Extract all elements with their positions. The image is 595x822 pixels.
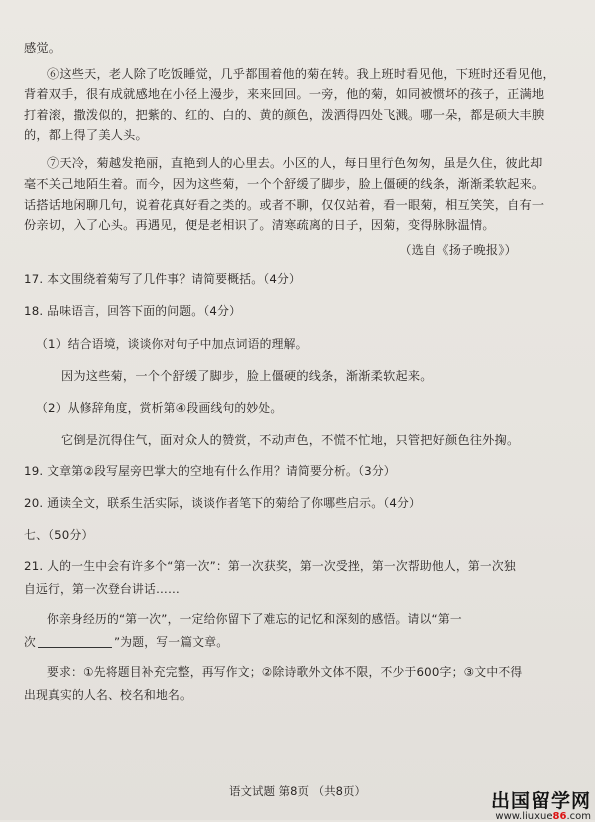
title-prefix: 次: [24, 635, 36, 649]
question-18-part-2-quote: 它倒是沉得住气，面对众人的赞赏，不动声色，不慌不忙地，只管把好颜色往外掬。: [61, 433, 520, 447]
requirements-line-2: 出现真实的人名、校名和地名。: [24, 688, 192, 702]
requirements-line-1: 要求：①先将题目补充完整，再写作文；②除诗歌外文体不限，不少于600字；③文中不得: [47, 665, 523, 679]
passage-para-7-line-1: ⑦天冷，菊越发艳丽，直艳到人的心里去。小区的人，每日里行色匆匆，虽是久住，彼此却: [47, 156, 543, 170]
question-21-title-line: [24, 634, 575, 650]
section-7-heading: 七、（50分）: [24, 528, 94, 542]
watermark-name: 出国留学网: [490, 790, 591, 812]
passage-para-6-line-4: 的，都上得了美人头。: [24, 128, 148, 142]
question-18-part-1-quote: 因为这些菊，一个个舒缓了脚步，脸上僵硬的线条，渐渐柔软起来。: [61, 369, 433, 383]
question-21-line-1: 21. 人的一生中会有许多个“第一次”：第一次获奖，第一次受挫，第一次帮助他人，第一次独: [24, 559, 516, 573]
passage-para-6-line-2: 背着双手，很有成就感地在小径上漫步，来来回回。一旁，他的菊，如同被惯坏的孩子，正满地: [24, 87, 545, 101]
passage-para-7-line-4: 份亲切，入了心头。再遇见，便是老相识了。清寒疏离的日子，因菊，变得脉脉温情。: [24, 218, 495, 232]
watermark-url-suffix: .com: [566, 811, 591, 822]
question-18-part-1: （1）结合语境，谈谈你对句子中加点词语的理解。: [36, 337, 308, 351]
question-18-part-2: （2）从修辞角度，赏析第④段画线句的妙处。: [36, 401, 283, 415]
site-watermark: [491, 786, 591, 822]
question-19: 19. 文章第②段写屋旁巴掌大的空地有什么作用？请简要分析。（3分）: [24, 464, 396, 478]
watermark-url-number: 86: [552, 811, 567, 822]
question-17: 17. 本文围绕着菊写了几件事？请简要概括。（4分）: [24, 272, 302, 286]
passage-para-6-line-1: ⑥这些天，老人除了吃饭睡觉，几乎都围着他的菊在转。我上班时看见他，下班时还看见他，: [47, 67, 555, 81]
passage-para-7-line-3: 话搭话地闲聊几句，说着花真好看之类的。或者不聊，仅仅站着，看一眼菊，相互笑笑，自有一: [24, 198, 545, 212]
question-21-line-2: 自远行，第一次登台讲话……: [24, 582, 180, 596]
question-18: 18. 品味语言，回答下面的问题。（4分）: [24, 304, 242, 318]
passage-para-7-line-2: 毫不关己地陌生着。而今，因为这些菊，一个个舒缓了脚步，脸上僵硬的线条，渐渐柔软起来。: [24, 177, 545, 191]
passage-source: （选自《扬子晚报》）: [399, 243, 517, 257]
question-20: 20. 通读全文，联系生活实际，谈谈作者笔下的菊给了你哪些启示。（4分）: [24, 496, 422, 510]
passage-line: 感觉。: [24, 41, 62, 55]
title-suffix: ”为题，写一篇文章。: [114, 635, 229, 649]
passage-para-6-line-3: 打着滚，撒泼似的，把紫的、红的、白的、黄的颜色，泼洒得四处飞溅。哪一朵，都是硕大丰腴: [24, 108, 545, 122]
watermark-url: [491, 811, 591, 822]
question-21-line-3: 你亲身经历的“第一次”，一定给你留下了难忘的记忆和深刻的感悟。请以“第一: [47, 612, 462, 626]
watermark-url-prefix: www.liuxue: [495, 811, 553, 822]
page-footer: 语文试题 第8页 （共8页）: [229, 784, 366, 798]
title-blank: [38, 635, 112, 648]
